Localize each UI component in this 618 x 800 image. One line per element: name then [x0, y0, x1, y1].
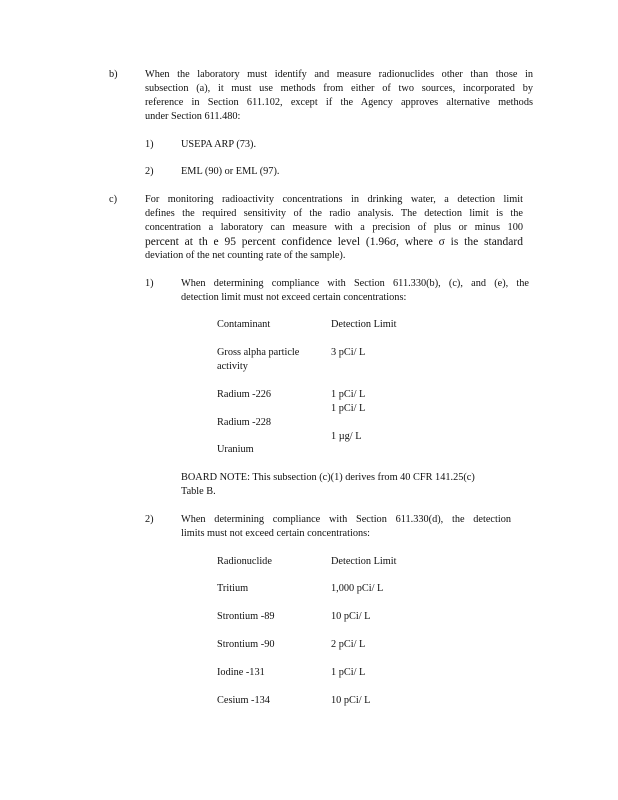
subsection-b-label: b) — [109, 69, 118, 80]
list-item-number: 2) — [145, 166, 154, 177]
board-note: Table B. — [181, 486, 216, 497]
table1-cell-name: Radium -228 — [217, 417, 272, 428]
sub2-paragraph — [181, 513, 511, 541]
paragraph-line: percent at th e 95 percent confidence level (1.96σ, where σ is the standard — [145, 236, 523, 248]
paragraph-line: subsection (a), it must use methods from either of two sources, incorporated by — [145, 83, 533, 94]
table1-cell-name: activity — [217, 361, 248, 372]
sub2-number: 2) — [145, 514, 154, 525]
paragraph-line: deviation of the net counting rate of the sample). — [145, 250, 346, 261]
paragraph-line: limits must not exceed certain concentrations: — [181, 528, 371, 539]
table2-cell-name: Iodine -131 — [217, 667, 265, 678]
table1-header-detection-limit: Detection Limit — [331, 319, 397, 330]
paragraph-line: When determining compliance with Section 611.330(b), (c), and (e), the — [181, 278, 529, 289]
table2-header-radionuclide: Radionuclide — [217, 556, 272, 567]
paragraph-line: concentration a laboratory can measure with a precision of plus or minus 100 — [145, 222, 523, 233]
paragraph-line: under Section 611.480: — [145, 111, 241, 122]
table2-cell-limit: 10 pCi/ L — [331, 611, 371, 622]
subsection-b-paragraph — [145, 68, 533, 124]
table1-header-contaminant: Contaminant — [217, 319, 271, 330]
table1-cell-limit: 1 pCi/ L — [331, 403, 366, 414]
table2-cell-limit: 10 pCi/ L — [331, 695, 371, 706]
board-note: BOARD NOTE: This subsection (c)(1) derives from 40 CFR 141.25(c) — [181, 472, 475, 483]
sub1-paragraph — [181, 277, 529, 305]
table1-cell-limit: 1 µg/ L — [331, 431, 362, 442]
list-item-text: USEPA ARP (73). — [181, 139, 257, 150]
table1-cell-limit: 3 pCi/ L — [331, 347, 366, 358]
table2-header-detection-limit: Detection Limit — [331, 556, 397, 567]
paragraph-line: When the laboratory must identify and measure radionuclides other than those in — [145, 69, 533, 80]
table2-cell-limit: 1,000 pCi/ L — [331, 583, 384, 594]
table1-cell-name: Gross alpha particle — [217, 347, 300, 358]
subsection-c-paragraph — [145, 193, 523, 263]
table1-cell-limit: 1 pCi/ L — [331, 389, 366, 400]
paragraph-line: detection limit must not exceed certain concentrations: — [181, 292, 407, 303]
table2-cell-name: Cesium -134 — [217, 695, 270, 706]
list-item-number: 1) — [145, 139, 154, 150]
table2-cell-limit: 1 pCi/ L — [331, 667, 366, 678]
paragraph-line: defines the required sensitivity of the radio analysis. The detection limit is the — [145, 208, 523, 219]
paragraph-line: When determining compliance with Section 611.330(d), the detection — [181, 514, 511, 525]
table2-cell-name: Strontium -90 — [217, 639, 275, 650]
table2-cell-name: Strontium -89 — [217, 611, 275, 622]
table2-cell-name: Tritium — [217, 583, 249, 594]
table1-cell-name: Uranium — [217, 444, 254, 455]
paragraph-line: reference in Section 611.102, except if the Agency approves alternative methods — [145, 97, 533, 108]
table2-cell-limit: 2 pCi/ L — [331, 639, 366, 650]
subsection-c-label: c) — [109, 194, 117, 205]
table1-cell-name: Radium -226 — [217, 389, 272, 400]
sub1-number: 1) — [145, 278, 154, 289]
paragraph-line: For monitoring radioactivity concentrations in drinking water, a detection limit — [145, 194, 523, 205]
list-item-text: EML (90) or EML (97). — [181, 166, 280, 177]
